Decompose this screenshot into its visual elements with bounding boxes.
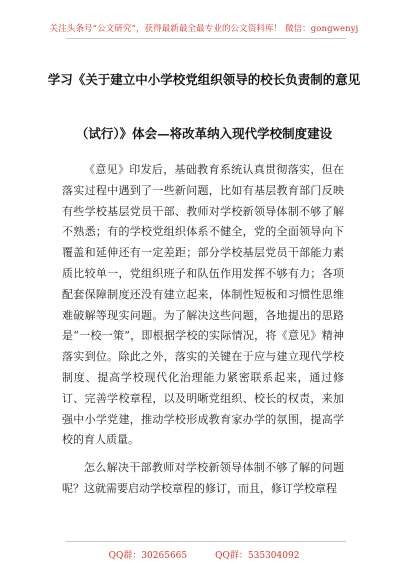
footer-qq-group-2: QQ群：535304092 bbox=[215, 551, 300, 561]
body-paragraph-2: 怎么解决干部教师对学校新领导体制不够了解的问题呢？这就需要启动学校章程的修订，而且，修订学校章程 bbox=[62, 461, 344, 495]
footer-contact bbox=[0, 548, 408, 561]
document-title-line-2: （试行）》体会—将改革纳入现代学校制度建设 bbox=[75, 126, 333, 141]
body-paragraph-1: 《意见》印发后，基础教育系统认真贯彻落实，但在落实过程中遇到了一些新问题，比如有基层教育部门反映有些学校基层党员干部、教师对学校新领导体制不够了解不熟悉；有的学校党组织体系不健全，党的全面领导向下覆盖和延伸还有一定差距；部分学校基层党员干部能力素质比较单一，党组织班子和队伍作用发挥不够有力；各项配套保障制度还没有建立起来，体制性短板和习惯性思维难破解等现实问题。为了解决这些问题，各地提出的思路是“一校一策”，即根据学校的实际情况，将《意见》精神落实到位。除此之外，落实的关键在于应与建立现代学校制度、提高学校现代化治理能力紧密联系起来，通过修订、完善学校章程，以及明晰党组织、校长的权责，来加强中小学党建，推动学校形成教育家办学的氛围，提高学校的育人质量。 bbox=[62, 163, 344, 447]
document-title-line-1: 学习《关于建立中小学校党组织领导的校长负责制的意见 bbox=[47, 72, 361, 87]
document-body bbox=[62, 160, 344, 500]
footer-qq-group-1: QQ群：30265665 bbox=[108, 551, 188, 561]
header-divider bbox=[66, 38, 346, 39]
header-promo-note: 关注头条号“公文研究”，获得最新最全最专业的公文资料库！ 微信：gongwenyj bbox=[49, 24, 359, 34]
footer-divider bbox=[66, 541, 346, 542]
